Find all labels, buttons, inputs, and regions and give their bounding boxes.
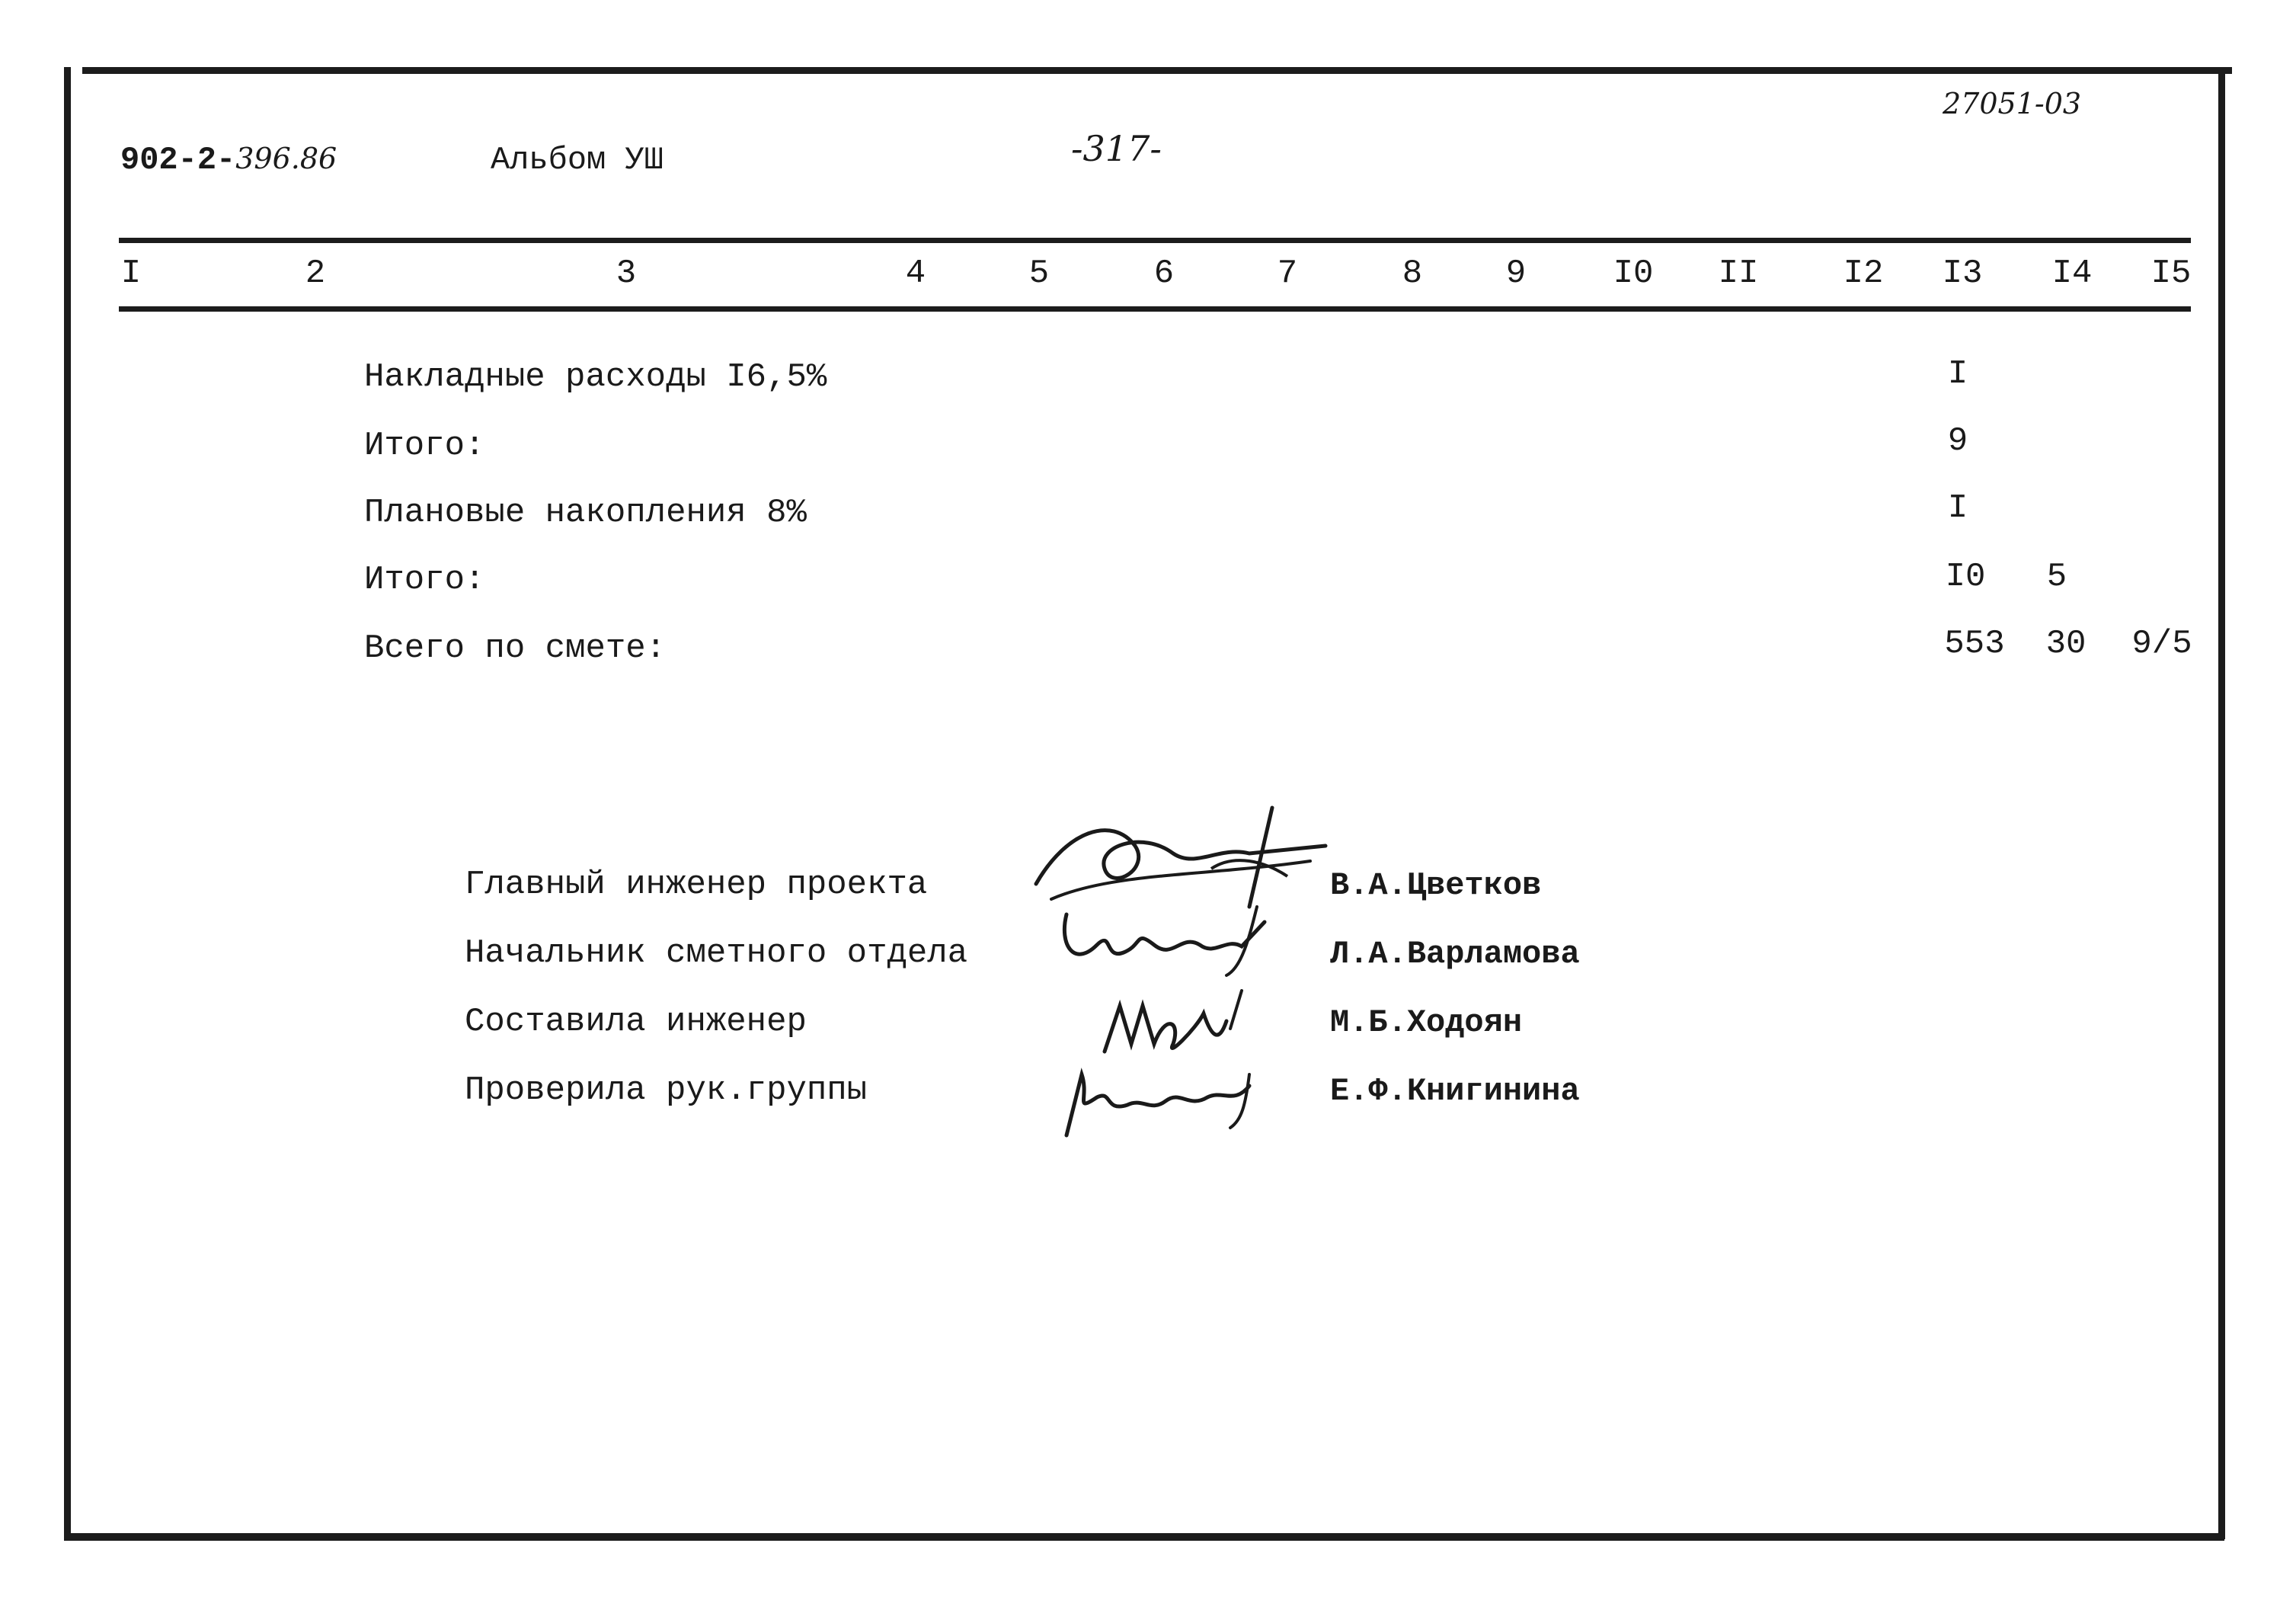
header-rule-top [119, 238, 2191, 243]
column-number: II [1718, 255, 1759, 293]
frame-border-top [82, 67, 2232, 74]
column-number: I5 [2151, 255, 2192, 293]
row-label: Итого: [364, 427, 485, 465]
column-number: I0 [1613, 255, 1654, 293]
cell-col13: 9 [1947, 422, 1968, 460]
column-number: 6 [1153, 255, 1175, 293]
signature-scribble-icon [1051, 892, 1280, 983]
row-label: Итого: [364, 561, 485, 599]
signature-name: В.А.Цветков [1330, 867, 1542, 904]
archive-number: 27051-03 [1943, 87, 2082, 120]
cell-col14: 5 [2046, 558, 2067, 596]
column-number: 7 [1277, 255, 1298, 293]
cell-col14: 30 [2045, 625, 2087, 663]
frame-border-bottom [64, 1533, 2224, 1541]
column-number: 5 [1028, 255, 1050, 293]
album-label: Альбом УШ [491, 142, 664, 178]
document-code-handwritten: 396.86 [235, 142, 337, 175]
signature-title: Главный инженер проекта [465, 866, 928, 904]
cell-col13: I [1947, 355, 1968, 393]
frame-border-right [2218, 70, 2225, 1539]
signature-scribble-icon [1044, 1052, 1272, 1143]
column-number: I3 [1942, 255, 1983, 293]
column-number: 2 [305, 255, 326, 293]
signature-name: М.Б.Ходоян [1330, 1004, 1523, 1041]
signature-title: Составила инженер [465, 1003, 807, 1041]
row-label: Накладные расходы I6,5% [364, 358, 827, 396]
column-number: I4 [2051, 255, 2093, 293]
column-number: 8 [1402, 255, 1423, 293]
row-label: Плановые накопления 8% [364, 494, 807, 532]
column-number: 3 [616, 255, 637, 293]
column-number: I2 [1843, 255, 1884, 293]
signature-title: Начальник сметного отдела [465, 934, 968, 972]
cell-col15: 9/5 [2131, 625, 2192, 663]
cell-col13: 553 [1944, 625, 2005, 663]
signature-title: Проверила рук.группы [465, 1071, 868, 1109]
document-code [120, 142, 337, 178]
column-number: 9 [1505, 255, 1527, 293]
cell-col13: I0 [1945, 558, 1986, 596]
cell-col13: I [1947, 489, 1968, 527]
signature-name: Е.Ф.Книгинина [1330, 1073, 1580, 1109]
document-code-typed: 902-2- [120, 142, 236, 178]
row-label: Всего по смете: [364, 629, 667, 668]
header-rule-bottom [119, 306, 2191, 312]
signature-name: Л.А.Варламова [1330, 936, 1580, 972]
column-number: I [120, 255, 142, 293]
column-number: 4 [905, 255, 926, 293]
frame-border-left [64, 67, 71, 1541]
page-number: -317- [1071, 128, 1162, 169]
